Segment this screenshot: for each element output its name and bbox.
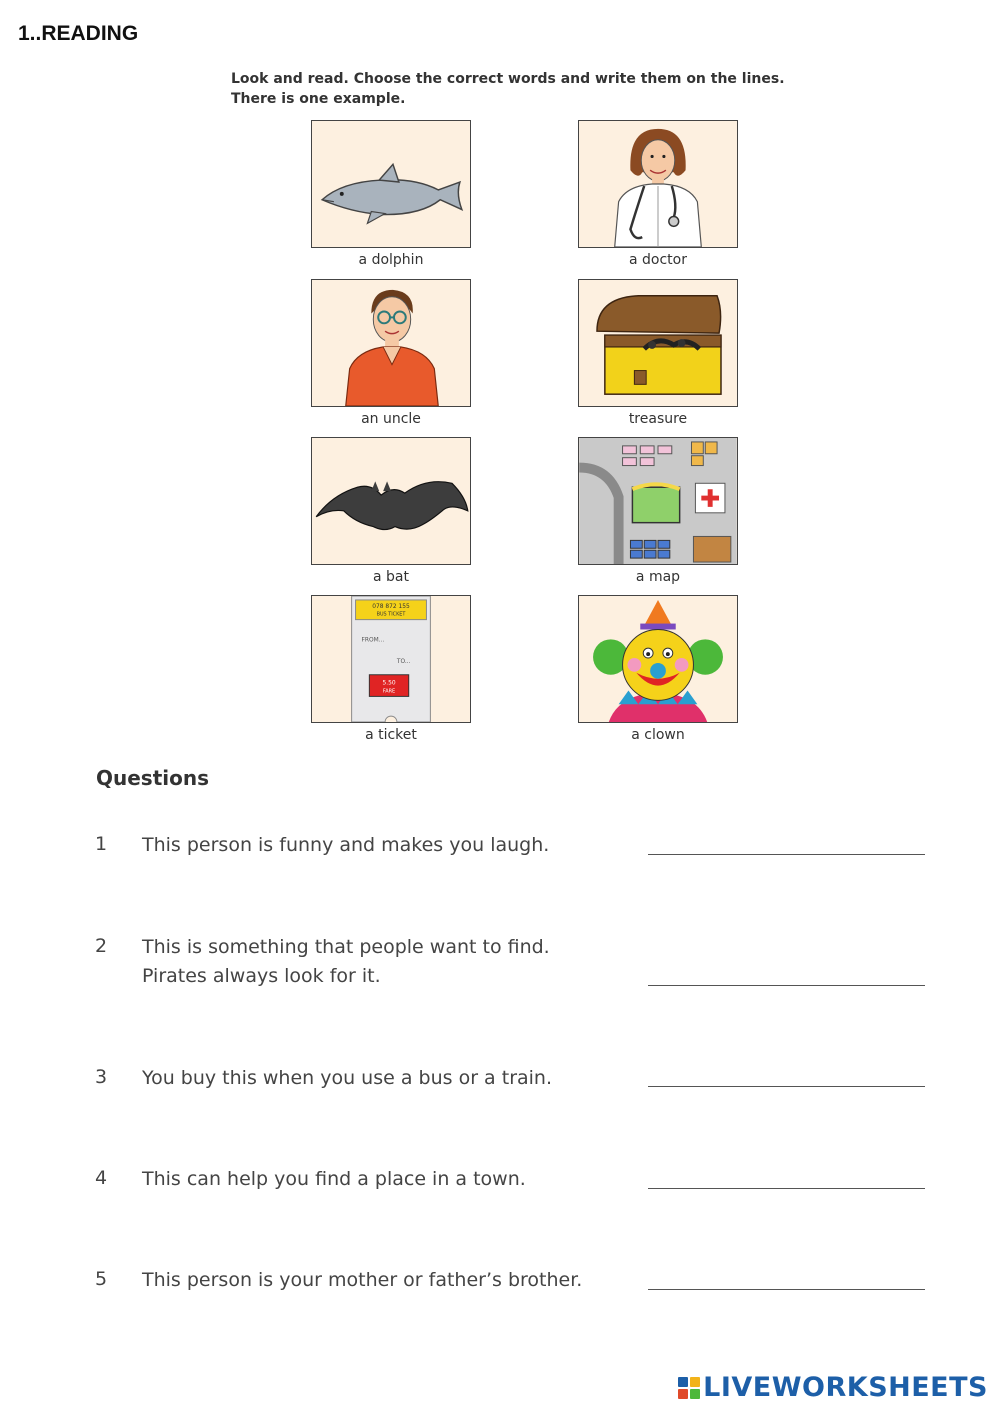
ticket-to: TO... bbox=[396, 658, 411, 665]
liveworksheets-logo-icon bbox=[678, 1377, 700, 1399]
question-text bbox=[142, 1266, 582, 1295]
ticket-fare: FARE bbox=[382, 688, 396, 695]
question-line: This person is your mother or father’s brother. bbox=[142, 1269, 583, 1291]
ticket-price: 5.50 bbox=[382, 680, 396, 687]
question-line: This is something that people want to find. bbox=[142, 936, 550, 958]
caption-treasure: treasure bbox=[628, 411, 688, 427]
doctor-picture bbox=[578, 120, 738, 248]
caption-bat: a bat bbox=[373, 569, 409, 585]
answer-field-3[interactable] bbox=[648, 1070, 925, 1087]
instructions-line-1: Look and read. Choose the correct words and write them on the lines. bbox=[231, 71, 785, 87]
liveworksheets-logo[interactable] bbox=[678, 1372, 988, 1403]
question-text bbox=[142, 1165, 526, 1194]
caption-map: a map bbox=[635, 569, 681, 585]
question-number: 2 bbox=[95, 935, 108, 957]
answer-field-2[interactable] bbox=[648, 969, 925, 986]
question-line: This person is funny and makes you laugh. bbox=[142, 834, 550, 856]
question-number: 5 bbox=[95, 1268, 108, 1290]
ticket-number: 078 872 155 bbox=[372, 603, 410, 610]
question-line: This can help you find a place in a town. bbox=[142, 1168, 526, 1190]
caption-dolphin: a dolphin bbox=[358, 252, 424, 268]
question-number: 1 bbox=[95, 833, 108, 855]
question-text bbox=[142, 933, 550, 991]
section-title: 1..READING bbox=[18, 22, 139, 45]
question-number: 3 bbox=[95, 1066, 108, 1088]
ticket-picture bbox=[311, 595, 471, 723]
caption-doctor: a doctor bbox=[629, 252, 687, 268]
question-line: You buy this when you use a bus or a train. bbox=[142, 1067, 553, 1089]
instructions bbox=[231, 69, 785, 109]
question-text bbox=[142, 831, 549, 860]
answer-field-1[interactable] bbox=[648, 838, 925, 855]
ticket-kind: BUS TICKET bbox=[376, 611, 406, 618]
clown-picture bbox=[578, 595, 738, 723]
answer-field-4[interactable] bbox=[648, 1172, 925, 1189]
question-text bbox=[142, 1064, 552, 1093]
question-line: Pirates always look for it. bbox=[142, 965, 381, 987]
uncle-picture bbox=[311, 279, 471, 407]
map-picture bbox=[578, 437, 738, 565]
bat-picture bbox=[311, 437, 471, 565]
dolphin-picture bbox=[311, 120, 471, 248]
question-number: 4 bbox=[95, 1167, 108, 1189]
treasure-picture bbox=[578, 279, 738, 407]
answer-field-5[interactable] bbox=[648, 1273, 925, 1290]
caption-clown: a clown bbox=[631, 727, 685, 743]
instructions-line-2: There is one example. bbox=[231, 91, 406, 107]
questions-heading: Questions bbox=[96, 766, 210, 790]
ticket-from: FROM... bbox=[361, 637, 385, 644]
caption-ticket: a ticket bbox=[365, 727, 417, 743]
caption-uncle: an uncle bbox=[361, 411, 421, 427]
brand-name: LIVEWORKSHEETS bbox=[703, 1372, 988, 1403]
